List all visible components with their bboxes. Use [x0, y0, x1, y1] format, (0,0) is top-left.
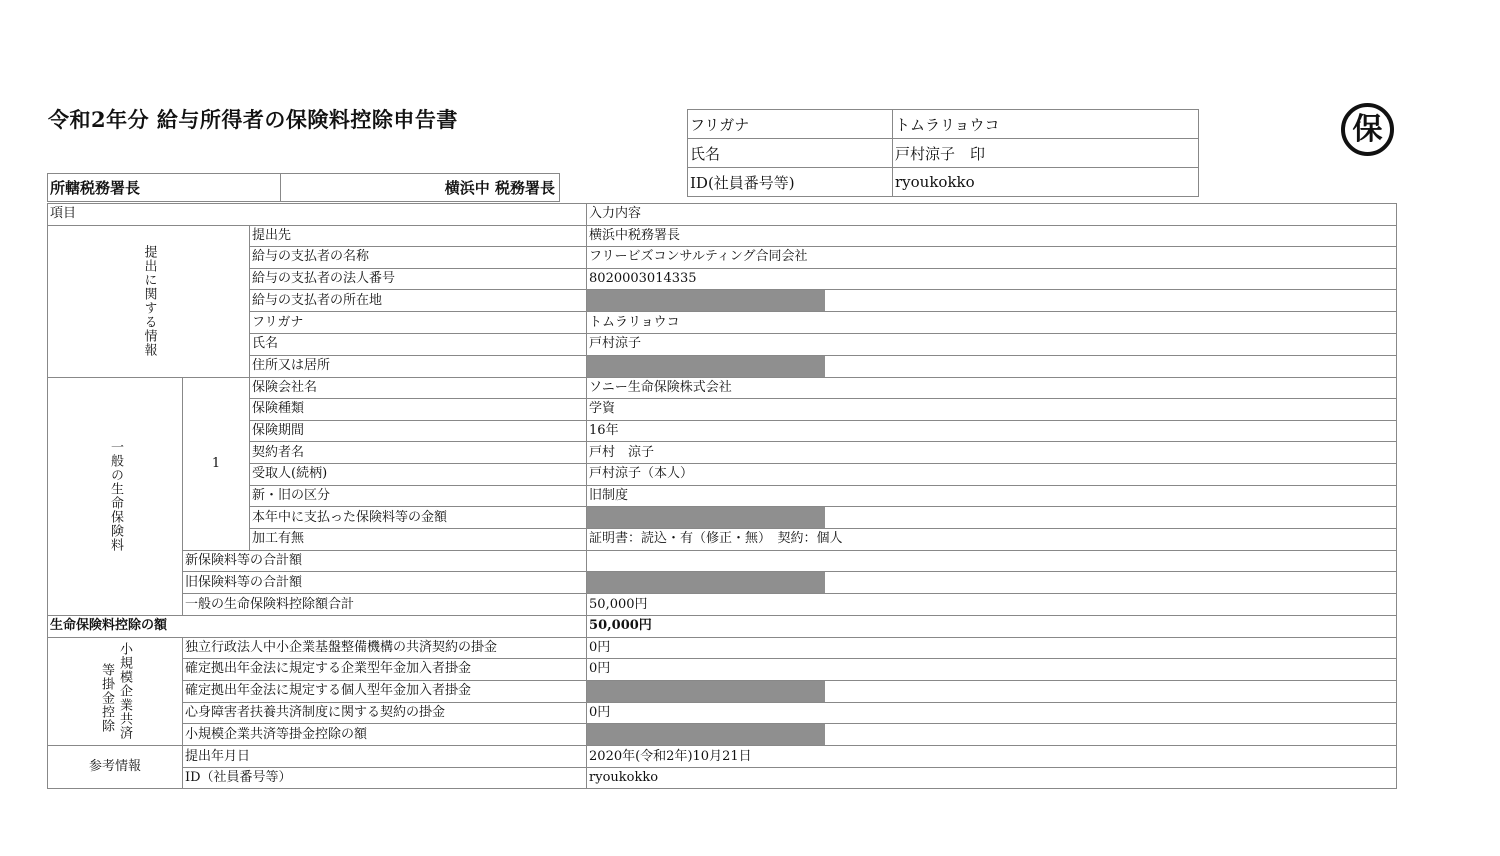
table-row: [48, 420, 1397, 442]
life-deduction-label: 生命保険料控除の額: [48, 615, 587, 637]
row-value-redacted: [587, 572, 1397, 594]
row-value: 0円: [587, 702, 1397, 724]
row-value: [587, 550, 1397, 572]
reference-group-label: 参考情報: [48, 746, 183, 789]
redaction-block: [587, 572, 825, 593]
row-label: 新保険料等の合計額: [183, 550, 587, 572]
row-label: 氏名: [250, 333, 587, 355]
row-value-redacted: [587, 355, 1397, 377]
row-label: 契約者名: [250, 442, 587, 464]
row-value: ryoukokko: [587, 767, 1397, 789]
row-value: 証明書：読込・有（修正・無） 契約：個人: [587, 529, 1397, 551]
small-business-group-label-1: 小規模企業共済: [117, 642, 132, 741]
row-value: 戸村 涼子: [587, 442, 1397, 464]
tax-office-value: 横浜中 税務署長: [281, 174, 560, 202]
table-row: [48, 333, 1397, 355]
row-value: フリービズコンサルティング合同会社: [587, 247, 1397, 269]
table-row: [48, 594, 1397, 616]
table-row: [48, 377, 1397, 399]
identity-row-id: [688, 168, 1199, 197]
row-value: 8020003014335: [587, 268, 1397, 290]
row-label: 独立行政法人中小企業基盤整備機構の共済契約の掛金: [183, 637, 587, 659]
row-label: 一般の生命保険料控除額合計: [183, 594, 587, 616]
submission-group-label: 提出に関する情報: [141, 245, 157, 358]
tax-office-table: [47, 173, 560, 202]
life-insurance-group-cell: [48, 377, 183, 615]
identity-label: ID(社員番号等): [688, 168, 893, 197]
row-label: フリガナ: [250, 312, 587, 334]
row-label: 給与の支払者の名称: [250, 247, 587, 269]
table-row: [48, 399, 1397, 421]
redaction-block: [587, 356, 825, 377]
policy-index: 1: [183, 377, 250, 550]
row-label: 提出年月日: [183, 746, 587, 768]
row-value: ソニー生命保険株式会社: [587, 377, 1397, 399]
row-value: 旧制度: [587, 485, 1397, 507]
identity-value: トムラリョウコ: [893, 110, 1199, 139]
small-business-group-cell: [48, 637, 183, 746]
row-value: 0円: [587, 659, 1397, 681]
row-value-redacted: [587, 507, 1397, 529]
row-value: 学資: [587, 399, 1397, 421]
table-row: [48, 637, 1397, 659]
table-row: [48, 507, 1397, 529]
identity-row-name: [688, 139, 1199, 168]
row-label: 給与の支払者の所在地: [250, 290, 587, 312]
row-label: 受取人(続柄): [250, 463, 587, 485]
row-value: 2020年(令和2年)10月21日: [587, 746, 1397, 768]
life-insurance-group-label: 一般の生命保険料: [108, 440, 123, 553]
row-label: 加工有無: [250, 529, 587, 551]
table-row: [48, 463, 1397, 485]
identity-row-furigana: [688, 110, 1199, 139]
row-label: 小規模企業共済等掛金控除の額: [183, 724, 587, 746]
row-label: 住所又は居所: [250, 355, 587, 377]
small-business-group-label-2: 等掛金控除: [99, 663, 114, 734]
table-row: [48, 680, 1397, 702]
row-label: 保険会社名: [250, 377, 587, 399]
identity-label: 氏名: [688, 139, 893, 168]
row-value: 戸村涼子（本人）: [587, 463, 1397, 485]
document-title: 令和2年分 給与所得者の保険料控除申告書: [48, 107, 458, 132]
table-row: [48, 746, 1397, 768]
row-label: 給与の支払者の法人番号: [250, 268, 587, 290]
life-deduction-value: 50,000円: [587, 615, 1397, 637]
row-value: 50,000円: [587, 594, 1397, 616]
life-deduction-row: [48, 615, 1397, 637]
row-value-redacted: [587, 724, 1397, 746]
table-row: [48, 225, 1397, 247]
table-row: [48, 659, 1397, 681]
table-row: [48, 290, 1397, 312]
row-label: 確定拠出年金法に規定する企業型年金加入者掛金: [183, 659, 587, 681]
table-row: [48, 529, 1397, 551]
header-item: 項目: [48, 204, 587, 226]
row-label: 提出先: [250, 225, 587, 247]
row-label: 心身障害者扶養共済制度に関する契約の掛金: [183, 702, 587, 724]
table-row: [48, 312, 1397, 334]
redaction-block: [587, 724, 825, 745]
row-value: トムラリョウコ: [587, 312, 1397, 334]
redaction-block: [587, 681, 825, 702]
row-value: 横浜中税務署長: [587, 225, 1397, 247]
table-row: [48, 355, 1397, 377]
row-value-redacted: [587, 290, 1397, 312]
table-row: [48, 572, 1397, 594]
redaction-block: [587, 507, 825, 528]
table-row: [48, 268, 1397, 290]
row-label: 保険種類: [250, 399, 587, 421]
identity-table: [687, 109, 1199, 197]
row-label: 旧保険料等の合計額: [183, 572, 587, 594]
identity-value: 戸村涼子 印: [893, 139, 1199, 168]
table-row: [48, 724, 1397, 746]
insurance-seal-icon: 保: [1341, 103, 1394, 156]
submission-group-cell: [48, 225, 250, 377]
table-row: [48, 767, 1397, 789]
row-value: 0円: [587, 637, 1397, 659]
row-label: 本年中に支払った保険料等の金額: [250, 507, 587, 529]
table-row: [48, 442, 1397, 464]
table-header-row: [48, 204, 1397, 226]
identity-value: ryoukokko: [893, 168, 1199, 197]
table-row: [48, 702, 1397, 724]
row-label: 保険期間: [250, 420, 587, 442]
row-value: 16年: [587, 420, 1397, 442]
table-row: [48, 247, 1397, 269]
redaction-block: [587, 290, 825, 311]
row-value-redacted: [587, 680, 1397, 702]
row-value: 戸村涼子: [587, 333, 1397, 355]
table-row: [48, 550, 1397, 572]
row-label: 確定拠出年金法に規定する個人型年金加入者掛金: [183, 680, 587, 702]
table-row: [48, 485, 1397, 507]
identity-label: フリガナ: [688, 110, 893, 139]
header-input: 入力内容: [587, 204, 1397, 226]
deduction-table: [47, 203, 1397, 789]
tax-office-label: 所轄税務署長: [48, 174, 281, 202]
row-label: ID（社員番号等）: [183, 767, 587, 789]
row-label: 新・旧の区分: [250, 485, 587, 507]
